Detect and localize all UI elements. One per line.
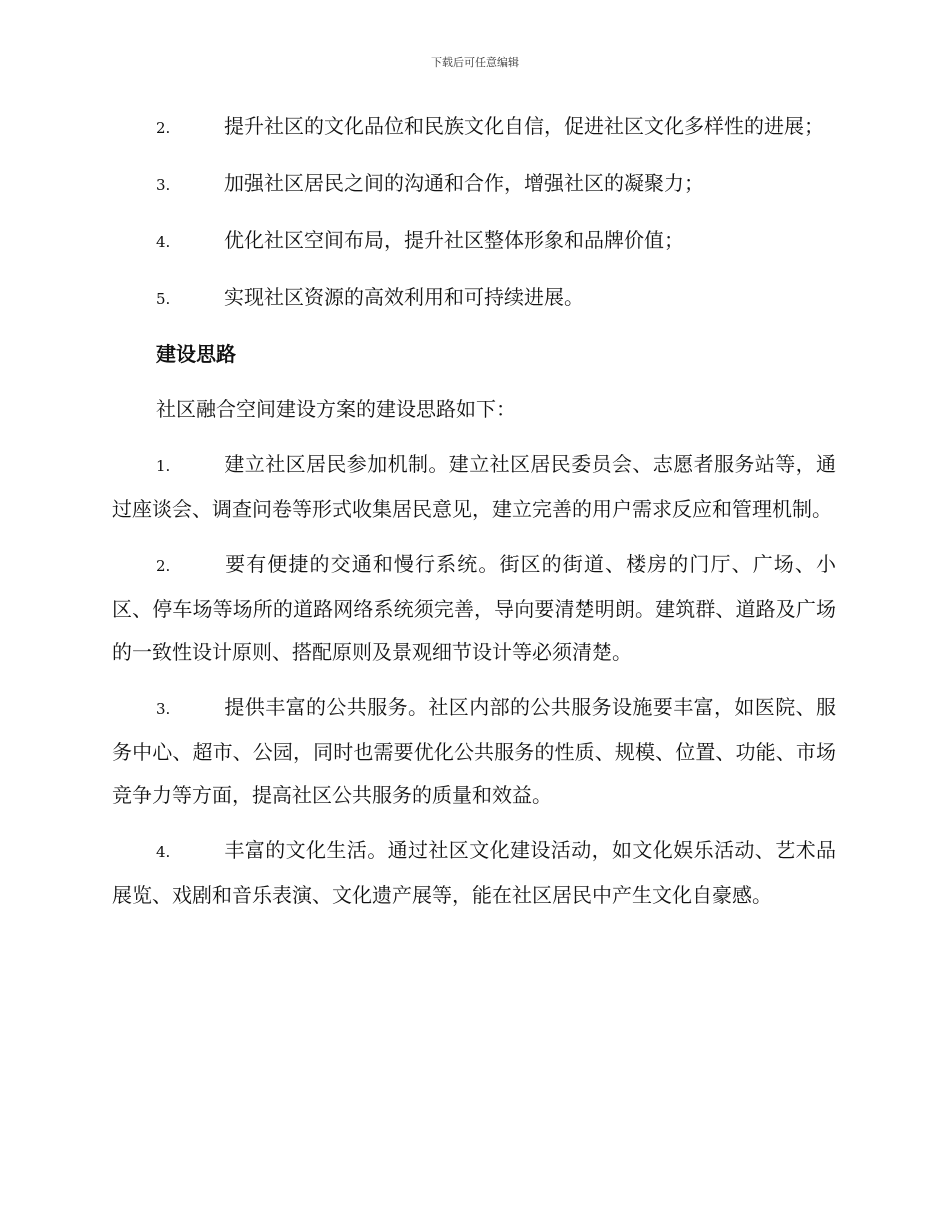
list-number: 4. xyxy=(156,843,171,861)
document-body xyxy=(112,105,836,929)
idea-item-4 xyxy=(112,829,836,917)
idea-item-1 xyxy=(112,443,836,531)
section-heading: 建设思路 xyxy=(156,342,236,366)
list-text: 丰富的文化生活。通过社区文化建设活动，如文化娱乐活动、艺术品展览、戏剧和音乐表演、文化遗产展等，能在社区居民中产生文化自豪感。 xyxy=(112,838,836,907)
list-number: 4. xyxy=(156,233,171,251)
list-number: 2. xyxy=(156,119,171,137)
list-number: 3. xyxy=(156,700,171,718)
section-intro: 社区融合空间建设方案的建设思路如下： xyxy=(156,397,516,421)
list-text: 优化社区空间布局，提升社区整体形象和品牌价值； xyxy=(224,228,684,252)
list-number: 2. xyxy=(156,557,171,575)
list-text: 要有便捷的交通和慢行系统。街区的街道、楼房的门厅、广场、小区、停车场等场所的道路网络系统须完善，导向要清楚明朗。建筑群、道路及广场的一致性设计原则、搭配原则及景观细节设计等必须清楚。 xyxy=(112,552,836,664)
goal-item-4 xyxy=(112,219,836,264)
goal-item-2 xyxy=(112,105,836,150)
idea-item-3 xyxy=(112,686,836,817)
goal-item-5 xyxy=(112,276,836,321)
list-number: 5. xyxy=(156,290,171,308)
list-text: 实现社区资源的高效利用和可持续进展。 xyxy=(224,285,584,309)
list-text: 提供丰富的公共服务。社区内部的公共服务设施要丰富，如医院、服务中心、超市、公园，同时也需要优化公共服务的性质、规模、位置、功能、市场竞争力等方面，提高社区公共服务的质量和效益。 xyxy=(112,695,836,807)
goal-item-3 xyxy=(112,162,836,207)
list-text: 加强社区居民之间的沟通和合作，增强社区的凝聚力； xyxy=(224,171,704,195)
list-text: 建立社区居民参加机制。建立社区居民委员会、志愿者服务站等，通过座谈会、调查问卷等形式收集居民意见，建立完善的用户需求反应和管理机制。 xyxy=(112,452,836,521)
list-text: 提升社区的文化品位和民族文化自信，促进社区文化多样性的进展； xyxy=(224,114,824,138)
list-number: 3. xyxy=(156,176,171,194)
list-number: 1. xyxy=(156,457,171,475)
page-header: 下载后可任意编辑 xyxy=(431,56,519,69)
idea-item-2 xyxy=(112,543,836,674)
